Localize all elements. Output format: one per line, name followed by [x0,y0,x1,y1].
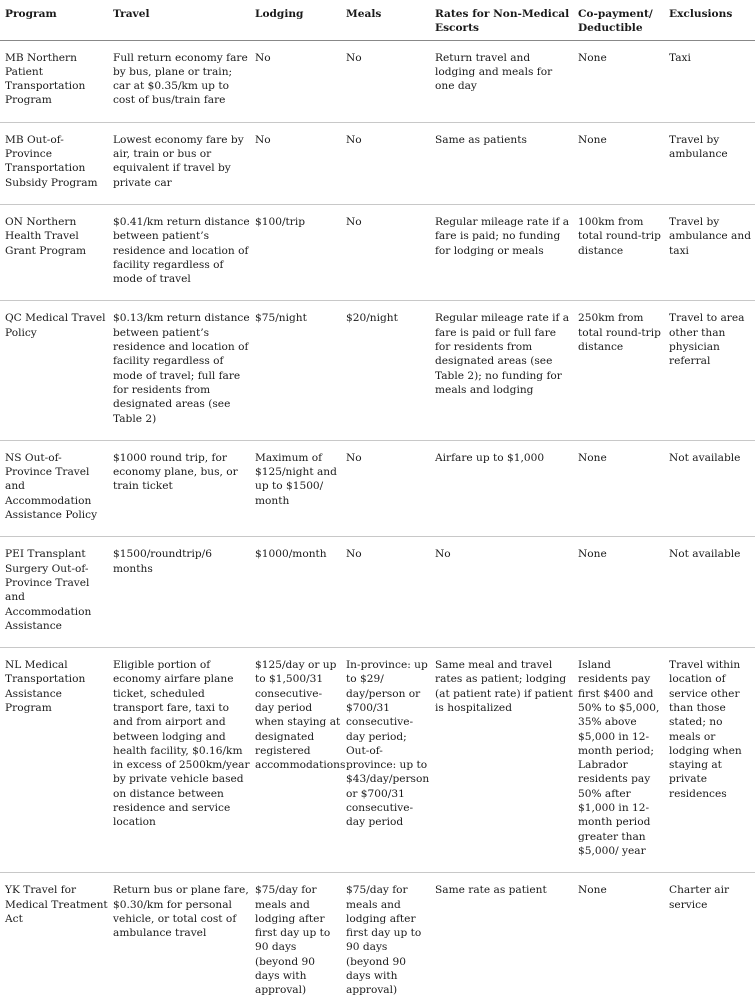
cell-program: MB Out-of-Province Transportation Subsidy Program [0,122,108,204]
cell-lodging: No [250,122,341,204]
cell-copayment: Island residents pay first $400 and 50% to $5,000, 35% above $5,000 in 12-month period; Labrador residents pay 50% after $1,000 in 12-month period greater than $5,000/ year [573,648,664,873]
cell-travel: Full return economy fare by bus, plane or train; car at $0.35/km up to cost of bus/train fare [108,40,250,122]
cell-program: NS Out-of-Province Travel and Accommodation Assistance Policy [0,440,108,536]
cell-escort-rates: No [430,537,573,648]
header-exclusions: Exclusions [664,0,755,40]
cell-meals: No [341,122,430,204]
cell-travel: $1000 round trip, for economy plane, bus, or train ticket [108,440,250,536]
table-row [0,648,755,873]
cell-copayment: None [578,884,607,897]
cell-travel: $0.13/km return distance between patient’s residence and location of facility regardless of mode of travel; full fare for residents from designated areas (see Table 2) [108,301,250,440]
header-meals: Meals [341,0,430,40]
cell-program: QC Medical Travel Policy [0,301,108,440]
table-row [0,204,755,300]
cell-copayment: None [573,40,664,122]
header-lodging: Lodging [250,0,341,40]
cell-meals: $75/day for meals and lodging after first day up to 90 days (beyond 90 days with approval) [346,884,422,997]
cell-lodging: $125/day or up to $1,500/31 consecutive-day period when staying at designated registered accommodations [250,648,341,873]
cell-meals: In-province: up to $29/ day/person or $700/31 consecutive-day period; Out-of-province: up to $43/day/person or $700/31 consecutive-day period [341,648,430,873]
table-row [0,40,755,122]
table-row [0,873,755,998]
cell-lodging: $75/night [250,301,341,440]
cell-meals: No [341,40,430,122]
cell-meals: No [341,440,430,536]
cell-escort-rates: Same meal and travel rates as patient; lodging (at patient rate) if patient is hospitalized [430,648,573,873]
header-travel: Travel [108,0,250,40]
cell-meals: No [341,537,430,648]
cell-program: ON Northern Health Travel Grant Program [0,204,108,300]
cell-escort-rates: Regular mileage rate if a fare is paid; no funding for lodging or meals [430,204,573,300]
cell-program: PEI Transplant Surgery Out-of-Province Travel and Accommodation Assistance [0,537,108,648]
cell-exclusions: Travel by ambulance [664,122,755,204]
cell-program: MB Northern Patient Transportation Program [0,40,108,122]
cell-exclusions: Not available [664,440,755,536]
cell-travel: Return bus or plane fare, $0.30/km for personal vehicle, or total cost of ambulance travel [113,884,249,940]
cell-program: NL Medical Transportation Assistance Program [0,648,108,873]
cell-escort-rates: Return travel and lodging and meals for one day [430,40,573,122]
cell-travel: Eligible portion of economy airfare plane ticket, scheduled transport fare, taxi to and from airport and between lodging and health facility, $0.16/km in excess of 2500km/year by private vehicle based on distance between residence and service location [108,648,250,873]
cell-copayment: None [573,537,664,648]
cell-exclusions: Travel within location of service other than those stated; no meals or lodging when staying at private residences [664,648,755,873]
cell-escort-rates: Same as patients [430,122,573,204]
cell-exclusions: Taxi [664,40,755,122]
header-copayment: Co-payment/ Deductible [573,0,664,40]
header-row [0,0,755,40]
table-row [0,440,755,536]
cell-exclusions: Travel to area other than physician referral [664,301,755,440]
cell-copayment: 100km from total round-trip distance [573,204,664,300]
cell-travel: Lowest economy fare by air, train or bus or equivalent if travel by private car [108,122,250,204]
cell-escort-rates: Airfare up to $1,000 [430,440,573,536]
cell-meals: No [341,204,430,300]
cell-exclusions: Charter air service [669,884,730,911]
cell-travel: $1500/roundtrip/6 months [108,537,250,648]
cell-lodging: $75/day for meals and lodging after first day up to 90 days (beyond 90 days with approval) [255,884,331,997]
header-escort-rates: Rates for Non-Medical Escorts [430,0,573,40]
cell-escort-rates: Same rate as patient [435,884,547,897]
cell-copayment: 250km from total round-trip distance [573,301,664,440]
cell-copayment: None [573,122,664,204]
cell-exclusions: Not available [664,537,755,648]
cell-exclusions: Travel by ambulance and taxi [664,204,755,300]
table-row [0,301,755,440]
cell-program: YK Travel for Medical Treatment Act [5,884,108,925]
cell-lodging: $1000/month [250,537,341,648]
cell-escort-rates: Regular mileage rate if a fare is paid or full fare for residents from designated areas (see Table 2); no funding for meals and lodging [430,301,573,440]
cell-meals: $20/night [341,301,430,440]
table-row [0,537,755,648]
header-program: Program [0,0,108,40]
cell-lodging: Maximum of $125/night and up to $1500/ month [250,440,341,536]
cell-lodging: $100/trip [250,204,341,300]
cell-travel: $0.41/km return distance between patient’s residence and location of facility regardless of mode of travel [108,204,250,300]
cell-lodging: No [250,40,341,122]
table-row [0,122,755,204]
cell-copayment: None [573,440,664,536]
